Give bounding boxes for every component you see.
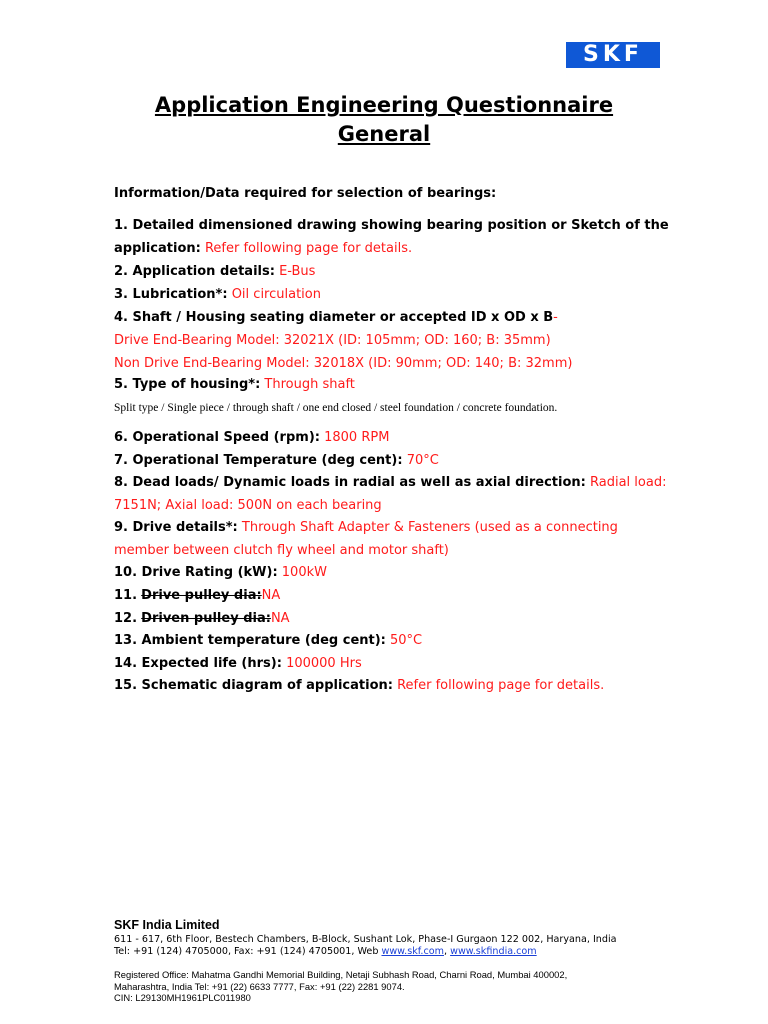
- page-title: Application Engineering Questionnaire: [154, 93, 614, 117]
- footer-company-name: SKF India Limited: [114, 918, 220, 932]
- footer-web-link-skf[interactable]: www.skf.com: [381, 946, 444, 957]
- item-3-answer: Oil circulation: [231, 287, 321, 302]
- item-1: [114, 241, 412, 256]
- footer-contact-text: Tel: +91 (124) 4705000, Fax: +91 (124) 4705001, Web: [114, 946, 379, 957]
- item-3-question: 3. Lubrication*:: [114, 287, 228, 302]
- item-5-note: Split type / Single piece / through shaft / one end closed / steel foundation / concrete foundation.: [114, 402, 558, 414]
- item-4-question: 4. Shaft / Housing seating diameter or accepted ID x OD x B: [114, 310, 554, 325]
- item-11: [114, 588, 280, 603]
- item-14: [114, 656, 362, 671]
- item-4-answer-1: Drive End-Bearing Model: 32021X (ID: 105mm; OD: 160; B: 35mm): [114, 333, 551, 348]
- item-13-question: 13. Ambient temperature (deg cent):: [114, 633, 386, 648]
- item-10: [114, 565, 327, 580]
- item-12-answer: NA: [270, 611, 290, 626]
- footer-registered-office-cont: Maharashtra, India Tel: +91 (22) 6633 7777, Fax: +91 (22) 2281 9074.: [114, 980, 405, 992]
- page-subtitle: General: [337, 122, 431, 146]
- item-6: [114, 430, 389, 445]
- item-12: [114, 611, 290, 626]
- item-2: [114, 264, 315, 279]
- page-footer: [114, 918, 714, 1004]
- item-3: [114, 287, 321, 302]
- item-15-answer: Refer following page for details.: [397, 678, 605, 693]
- item-1-question-cont: application:: [114, 241, 201, 256]
- footer-registered-office: Registered Office: Mahatma Gandhi Memorial Building, Netaji Subhash Road, Charni Road, Mumbai 400002,: [114, 969, 568, 980]
- item-4-answer-2: Non Drive End-Bearing Model: 32018X (ID: 90mm; OD: 140; B: 32mm): [114, 356, 573, 371]
- item-12-number: 12.: [114, 611, 138, 626]
- item-9: [114, 520, 618, 535]
- item-8: [114, 475, 666, 490]
- item-13-answer: 50°C: [390, 633, 423, 648]
- item-10-answer: 100kW: [281, 565, 327, 580]
- item-7-question: 7. Operational Temperature (deg cent):: [114, 453, 403, 468]
- item-9-answer-1: Through Shaft Adapter & Fasteners (used as a connecting: [241, 520, 618, 535]
- item-11-question: Drive pulley dia:: [141, 588, 262, 603]
- item-14-answer: 100000 Hrs: [286, 656, 362, 671]
- item-4: [114, 310, 558, 325]
- item-2-question: 2. Application details:: [114, 264, 275, 279]
- item-1-question: 1. Detailed dimensioned drawing showing bearing position or Sketch of the: [114, 218, 669, 233]
- item-15: [114, 678, 604, 693]
- item-12-question: Driven pulley dia:: [141, 611, 271, 626]
- item-8-question: 8. Dead loads/ Dynamic loads in radial as well as axial direction:: [114, 475, 586, 490]
- item-8-answer-2: 7151N; Axial load: 500N on each bearing: [114, 498, 382, 513]
- item-9-answer-2: member between clutch fly wheel and motor shaft): [114, 543, 449, 558]
- item-4-dash: -: [553, 310, 558, 325]
- item-6-answer: 1800 RPM: [324, 430, 390, 445]
- item-10-question: 10. Drive Rating (kW):: [114, 565, 278, 580]
- item-6-question: 6. Operational Speed (rpm):: [114, 430, 320, 445]
- item-7-answer: 70°C: [406, 453, 439, 468]
- item-7: [114, 453, 439, 468]
- footer-address: 611 - 617, 6th Floor, Bestech Chambers, B-Block, Sushant Lok, Phase-I Gurgaon 122 002, Haryana, India: [114, 934, 617, 945]
- footer-contact: [114, 946, 714, 958]
- item-8-answer-1: Radial load:: [590, 475, 667, 490]
- item-11-number: 11.: [114, 588, 138, 603]
- item-1-answer: Refer following page for details.: [204, 241, 413, 256]
- intro-text: Information/Data required for selection of bearings:: [114, 186, 497, 201]
- item-15-question: 15. Schematic diagram of application:: [114, 678, 393, 693]
- footer-separator: ,: [443, 946, 448, 957]
- footer-cin: CIN: L29130MH1961PLC011980: [114, 992, 251, 1003]
- item-11-answer: NA: [261, 588, 281, 603]
- footer-web-link-skfindia[interactable]: www.skfindia.com: [450, 946, 537, 957]
- item-13: [114, 633, 422, 648]
- skf-logo: SKF: [566, 42, 660, 68]
- item-14-question: 14. Expected life (hrs):: [114, 656, 282, 671]
- item-5-answer: Through shaft: [264, 377, 355, 392]
- item-9-question: 9. Drive details*:: [114, 520, 238, 535]
- item-5-question: 5. Type of housing*:: [114, 377, 261, 392]
- item-5: [114, 377, 355, 392]
- item-2-answer: E-Bus: [279, 264, 316, 279]
